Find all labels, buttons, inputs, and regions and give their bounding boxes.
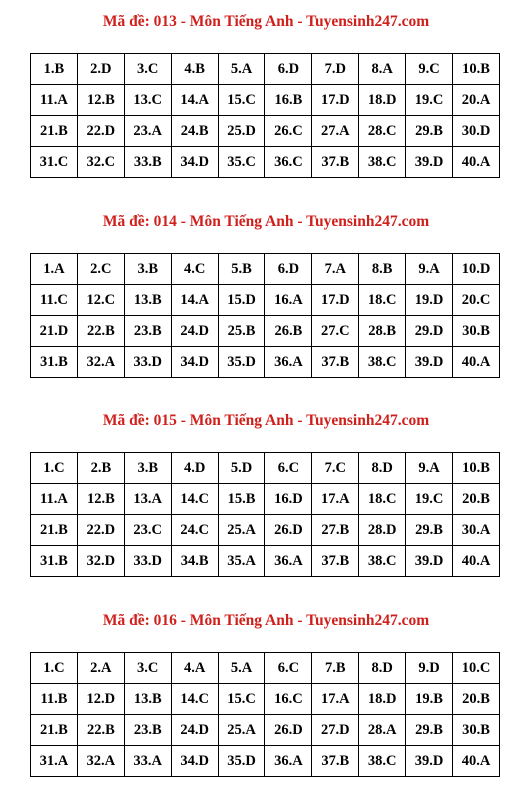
table-row <box>31 116 500 147</box>
answer-cell: 9.A <box>406 453 453 484</box>
answer-cell: 38.C <box>359 746 406 777</box>
answer-cell: 9.D <box>406 653 453 684</box>
answer-cell: 24.D <box>171 316 218 347</box>
answer-cell: 33.D <box>124 546 171 577</box>
table-row <box>31 453 500 484</box>
section-title: Mã đề: 013 - Môn Tiếng Anh - Tuyensinh247.com <box>102 13 430 30</box>
answer-cell: 36.A <box>265 546 312 577</box>
answer-cell: 26.D <box>265 715 312 746</box>
answer-cell: 18.D <box>359 684 406 715</box>
answer-cell: 25.B <box>218 316 265 347</box>
answer-table <box>30 53 500 178</box>
answer-cell: 15.B <box>218 484 265 515</box>
answer-cell: 31.B <box>31 347 78 378</box>
answer-cell: 31.A <box>31 746 78 777</box>
answer-cell: 34.B <box>171 546 218 577</box>
answer-cell: 36.A <box>265 746 312 777</box>
answer-cell: 30.D <box>453 116 500 147</box>
answer-cell: 10.B <box>453 54 500 85</box>
answer-cell: 34.D <box>171 347 218 378</box>
answer-cell: 21.D <box>31 316 78 347</box>
answer-cell: 4.C <box>171 254 218 285</box>
section-title: Mã đề: 014 - Môn Tiếng Anh - Tuyensinh247.com <box>102 213 430 230</box>
answer-cell: 21.B <box>31 515 78 546</box>
answer-cell: 13.B <box>124 285 171 316</box>
answer-cell: 18.D <box>359 85 406 116</box>
answer-cell: 35.A <box>218 546 265 577</box>
answer-cell: 27.A <box>312 116 359 147</box>
answer-cell: 19.C <box>406 484 453 515</box>
answer-table <box>30 452 500 577</box>
answer-cell: 36.C <box>265 147 312 178</box>
answer-cell: 34.D <box>171 746 218 777</box>
section-title: Mã đề: 015 - Môn Tiếng Anh - Tuyensinh247.com <box>102 412 430 429</box>
answer-cell: 27.C <box>312 316 359 347</box>
answer-cell: 11.A <box>31 85 78 116</box>
answer-cell: 32.C <box>77 147 124 178</box>
answer-cell: 21.B <box>31 715 78 746</box>
answer-cell: 7.D <box>312 54 359 85</box>
answer-cell: 23.B <box>124 715 171 746</box>
answer-cell: 26.C <box>265 116 312 147</box>
answer-cell: 31.C <box>31 147 78 178</box>
answer-cell: 5.A <box>218 653 265 684</box>
answer-cell: 3.C <box>124 653 171 684</box>
answer-cell: 29.B <box>406 116 453 147</box>
answer-cell: 33.B <box>124 147 171 178</box>
answer-cell: 33.D <box>124 347 171 378</box>
answer-cell: 24.C <box>171 515 218 546</box>
answer-cell: 32.A <box>77 347 124 378</box>
answer-cell: 3.C <box>124 54 171 85</box>
answer-cell: 9.C <box>406 54 453 85</box>
answer-cell: 28.C <box>359 116 406 147</box>
answer-cell: 29.B <box>406 515 453 546</box>
answer-cell: 15.D <box>218 285 265 316</box>
answer-cell: 14.A <box>171 285 218 316</box>
answer-cell: 25.A <box>218 515 265 546</box>
answer-cell: 30.B <box>453 715 500 746</box>
answer-cell: 6.D <box>265 254 312 285</box>
answer-cell: 1.C <box>31 453 78 484</box>
answer-cell: 2.D <box>77 54 124 85</box>
answer-cell: 13.A <box>124 484 171 515</box>
answer-cell: 37.B <box>312 147 359 178</box>
answer-cell: 23.C <box>124 515 171 546</box>
answer-cell: 22.B <box>77 715 124 746</box>
answer-cell: 20.C <box>453 285 500 316</box>
answer-cell: 28.A <box>359 715 406 746</box>
answer-cell: 11.A <box>31 484 78 515</box>
answer-cell: 20.B <box>453 684 500 715</box>
answer-cell: 27.B <box>312 515 359 546</box>
answer-cell: 6.C <box>265 453 312 484</box>
answer-cell: 5.B <box>218 254 265 285</box>
table-row <box>31 347 500 378</box>
section-016 <box>0 611 532 769</box>
answer-cell: 16.D <box>265 484 312 515</box>
table-row <box>31 746 500 777</box>
answer-cell: 14.A <box>171 85 218 116</box>
table-row <box>31 147 500 178</box>
answer-table <box>30 652 500 777</box>
answer-cell: 10.C <box>453 653 500 684</box>
answer-cell: 34.D <box>171 147 218 178</box>
answer-cell: 24.B <box>171 116 218 147</box>
answer-cell: 26.D <box>265 515 312 546</box>
answer-cell: 2.B <box>77 453 124 484</box>
table-row <box>31 546 500 577</box>
answer-cell: 17.D <box>312 285 359 316</box>
answer-cell: 29.D <box>406 316 453 347</box>
answer-cell: 6.D <box>265 54 312 85</box>
answer-cell: 19.B <box>406 684 453 715</box>
answer-cell: 4.B <box>171 54 218 85</box>
answer-cell: 16.A <box>265 285 312 316</box>
answer-cell: 18.C <box>359 484 406 515</box>
answer-cell: 16.B <box>265 85 312 116</box>
answer-cell: 16.C <box>265 684 312 715</box>
table-row <box>31 254 500 285</box>
answer-cell: 39.D <box>406 546 453 577</box>
answer-cell: 40.A <box>453 746 500 777</box>
answer-cell: 5.A <box>218 54 265 85</box>
table-row <box>31 715 500 746</box>
answer-cell: 20.A <box>453 85 500 116</box>
answer-cell: 17.A <box>312 684 359 715</box>
answer-cell: 22.B <box>77 316 124 347</box>
answer-cell: 4.D <box>171 453 218 484</box>
section-015 <box>0 411 532 569</box>
answer-cell: 3.B <box>124 254 171 285</box>
answer-cell: 3.B <box>124 453 171 484</box>
answer-cell: 40.A <box>453 147 500 178</box>
answer-cell: 17.D <box>312 85 359 116</box>
answer-cell: 6.C <box>265 653 312 684</box>
answer-cell: 35.D <box>218 347 265 378</box>
answer-cell: 7.B <box>312 653 359 684</box>
answer-cell: 26.B <box>265 316 312 347</box>
answer-cell: 1.C <box>31 653 78 684</box>
answer-cell: 8.D <box>359 653 406 684</box>
table-row <box>31 515 500 546</box>
answer-cell: 7.C <box>312 453 359 484</box>
answer-cell: 13.C <box>124 85 171 116</box>
section-title: Mã đề: 016 - Môn Tiếng Anh - Tuyensinh247.com <box>102 612 430 629</box>
answer-cell: 27.D <box>312 715 359 746</box>
answer-cell: 11.C <box>31 285 78 316</box>
table-row <box>31 54 500 85</box>
answer-cell: 8.B <box>359 254 406 285</box>
answer-cell: 33.A <box>124 746 171 777</box>
answer-cell: 5.D <box>218 453 265 484</box>
answer-cell: 24.D <box>171 715 218 746</box>
section-014 <box>0 212 532 370</box>
answer-cell: 8.A <box>359 54 406 85</box>
answer-cell: 19.D <box>406 285 453 316</box>
answer-cell: 30.A <box>453 515 500 546</box>
answer-cell: 38.C <box>359 147 406 178</box>
answer-cell: 20.B <box>453 484 500 515</box>
answer-cell: 39.D <box>406 347 453 378</box>
answer-cell: 36.A <box>265 347 312 378</box>
answer-cell: 35.D <box>218 746 265 777</box>
answer-cell: 1.B <box>31 54 78 85</box>
answer-cell: 30.B <box>453 316 500 347</box>
answer-cell: 31.B <box>31 546 78 577</box>
answer-cell: 8.D <box>359 453 406 484</box>
answer-cell: 17.A <box>312 484 359 515</box>
answer-cell: 38.C <box>359 347 406 378</box>
answer-cell: 12.B <box>77 484 124 515</box>
answer-cell: 4.A <box>171 653 218 684</box>
answer-cell: 10.D <box>453 254 500 285</box>
answer-cell: 14.C <box>171 484 218 515</box>
answer-cell: 39.D <box>406 147 453 178</box>
table-row <box>31 285 500 316</box>
answer-cell: 25.D <box>218 116 265 147</box>
answer-cell: 25.A <box>218 715 265 746</box>
answer-cell: 15.C <box>218 85 265 116</box>
answer-cell: 12.D <box>77 684 124 715</box>
answer-cell: 22.D <box>77 515 124 546</box>
answer-cell: 28.B <box>359 316 406 347</box>
answer-cell: 38.C <box>359 546 406 577</box>
answer-cell: 1.A <box>31 254 78 285</box>
answer-cell: 22.D <box>77 116 124 147</box>
table-row <box>31 316 500 347</box>
answer-cell: 11.B <box>31 684 78 715</box>
answer-cell: 40.A <box>453 546 500 577</box>
answer-cell: 37.B <box>312 746 359 777</box>
answer-cell: 2.C <box>77 254 124 285</box>
section-013 <box>0 12 532 170</box>
table-row <box>31 653 500 684</box>
answer-cell: 13.B <box>124 684 171 715</box>
table-row <box>31 684 500 715</box>
answer-cell: 21.B <box>31 116 78 147</box>
answer-cell: 23.A <box>124 116 171 147</box>
answer-cell: 10.B <box>453 453 500 484</box>
answer-cell: 28.D <box>359 515 406 546</box>
answer-cell: 39.D <box>406 746 453 777</box>
answer-table <box>30 253 500 378</box>
answer-cell: 12.B <box>77 85 124 116</box>
answer-cell: 7.A <box>312 254 359 285</box>
answer-cell: 37.B <box>312 546 359 577</box>
answer-cell: 9.A <box>406 254 453 285</box>
answer-cell: 35.C <box>218 147 265 178</box>
answer-cell: 32.D <box>77 546 124 577</box>
answer-cell: 37.B <box>312 347 359 378</box>
answer-cell: 14.C <box>171 684 218 715</box>
table-row <box>31 85 500 116</box>
answer-cell: 23.B <box>124 316 171 347</box>
answer-cell: 40.A <box>453 347 500 378</box>
answer-cell: 18.C <box>359 285 406 316</box>
answer-cell: 2.A <box>77 653 124 684</box>
answer-cell: 15.C <box>218 684 265 715</box>
answer-cell: 12.C <box>77 285 124 316</box>
answer-cell: 29.B <box>406 715 453 746</box>
table-row <box>31 484 500 515</box>
answer-cell: 32.A <box>77 746 124 777</box>
answer-cell: 19.C <box>406 85 453 116</box>
